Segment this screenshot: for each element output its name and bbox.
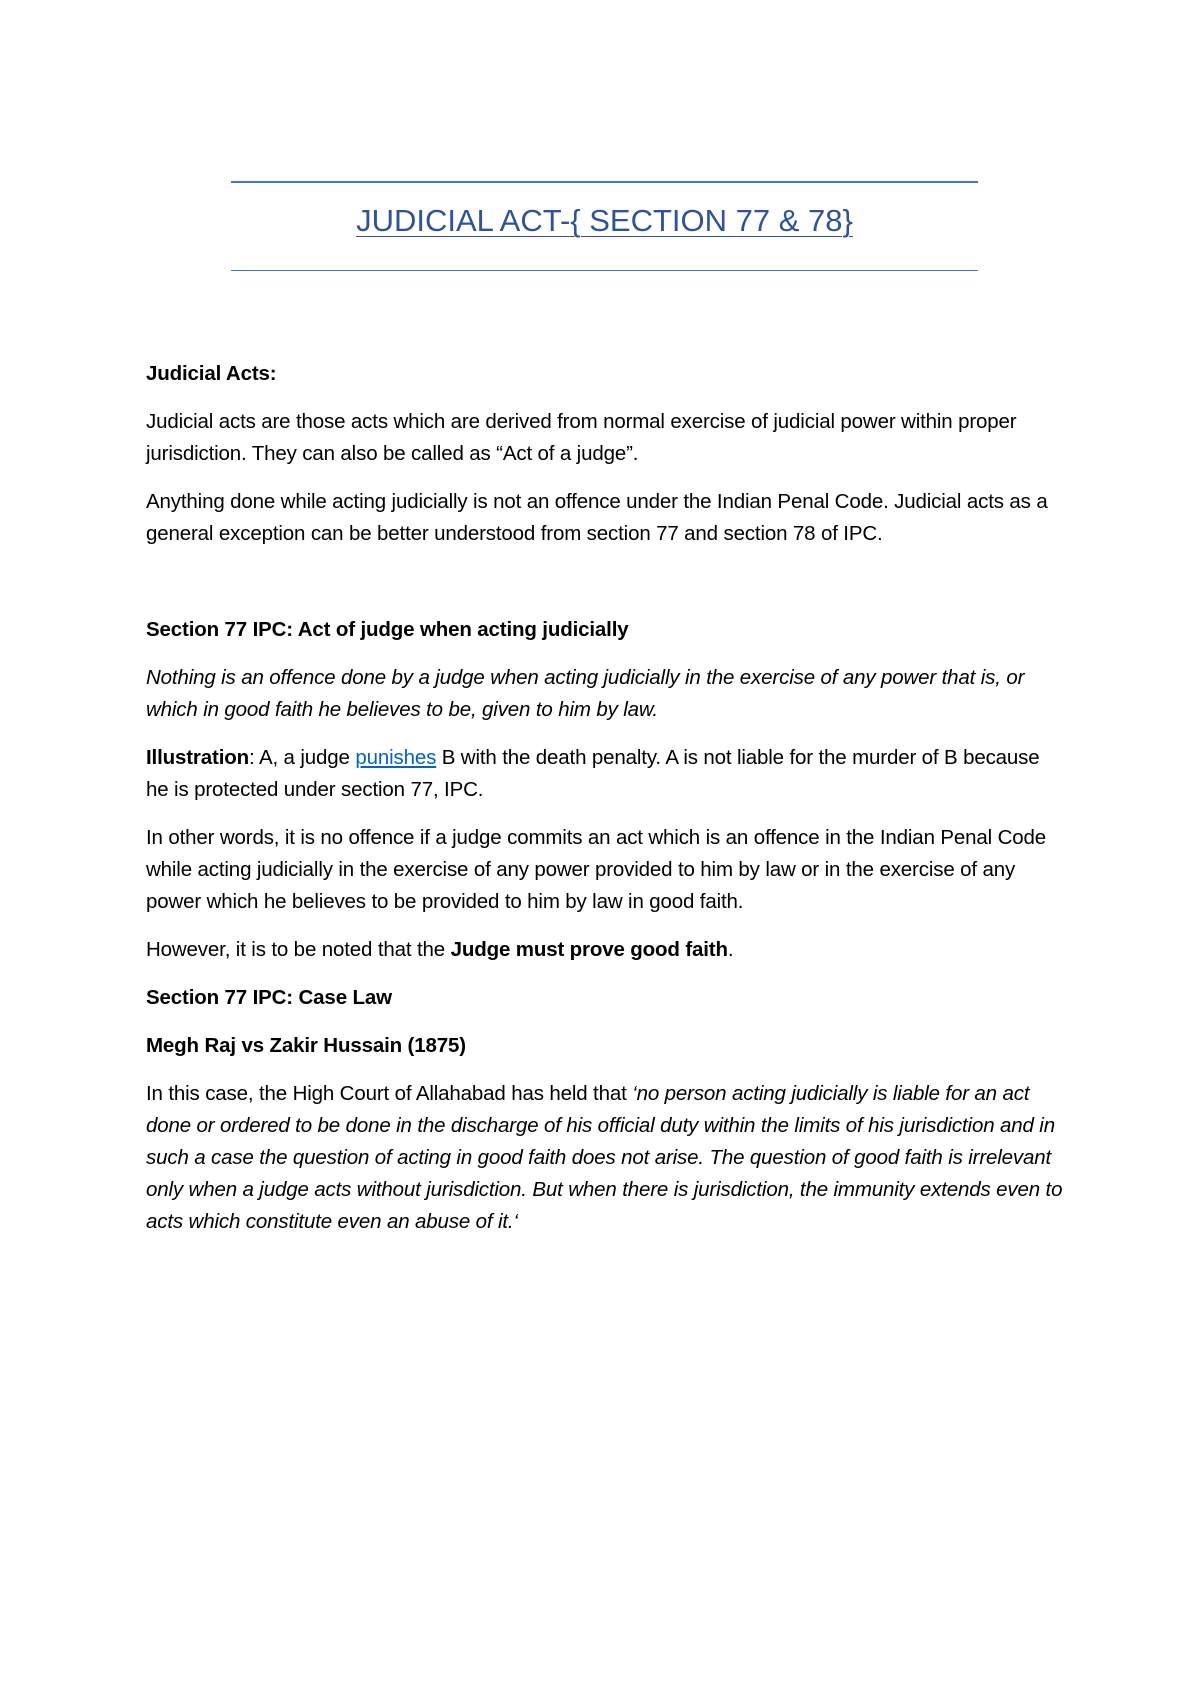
- spacer: [146, 566, 1066, 614]
- section-77-text: Nothing is an offence done by a judge when acting judicially in the exercise of any power that is, or which in good faith he believes to be, given to him by law.: [146, 666, 1025, 721]
- punishes-link[interactable]: punishes: [355, 746, 437, 769]
- paragraph-case-holding: [146, 1078, 1066, 1238]
- good-faith-text-start: However, it is to be noted that the: [146, 938, 451, 961]
- paragraph-definition: Judicial acts are those acts which are derived from normal exercise of judicial power within proper jurisdiction. They can also be called as “Act of a judge”.: [146, 410, 1017, 465]
- heading-section-77: Section 77 IPC: Act of judge when acting judicially: [146, 618, 629, 641]
- title-bottom-rule: [231, 270, 978, 271]
- paragraph-general-exception: Anything done while acting judicially is not an offence under the Indian Penal Code. Judicial acts as a general exception can be better understood from section 77 and section 78 of IPC.: [146, 490, 1048, 545]
- case-quote: ‘no person acting judicially is liable for an act done or ordered to be done in the discharge of his official duty within the limits of his jurisdiction and in such a case the question of acting in good faith does not arise. The question of good faith is irrelevant only when a judge acts without jurisdiction. But when there is jurisdiction, the immunity extends even to acts which constitute even an abuse of it.‘: [146, 1082, 1063, 1233]
- paragraph-good-faith: [146, 934, 1066, 966]
- case-name: Megh Raj vs Zakir Hussain (1875): [146, 1034, 466, 1057]
- illustration-text-end: B with the death penalty. A is not liable for the murder of B because he is protected under section 77, IPC.: [146, 746, 1040, 801]
- illustration-label: Illustration: [146, 746, 249, 769]
- good-faith-text-end: .: [727, 938, 734, 961]
- paragraph-other-words: In other words, it is no offence if a judge commits an act which is an offence in the Indian Penal Code while acting judicially in the exercise of any power provided to him by law or in the exercise of any power which he believes to be provided to him by law in good faith.: [146, 826, 1046, 913]
- heading-case-law: Section 77 IPC: Case Law: [146, 986, 392, 1009]
- title-top-rule: [231, 181, 978, 183]
- paragraph-illustration: [146, 742, 1066, 806]
- heading-judicial-acts: Judicial Acts:: [146, 362, 277, 385]
- illustration-text-start: : A, a judge: [248, 746, 356, 769]
- case-text-start: In this case, the High Court of Allahabad has held that: [146, 1082, 633, 1105]
- document-body: [146, 358, 1066, 1254]
- good-faith-bold: Judge must prove good faith: [450, 938, 728, 961]
- document-title: JUDICIAL ACT-{ SECTION 77 & 78}: [356, 203, 853, 238]
